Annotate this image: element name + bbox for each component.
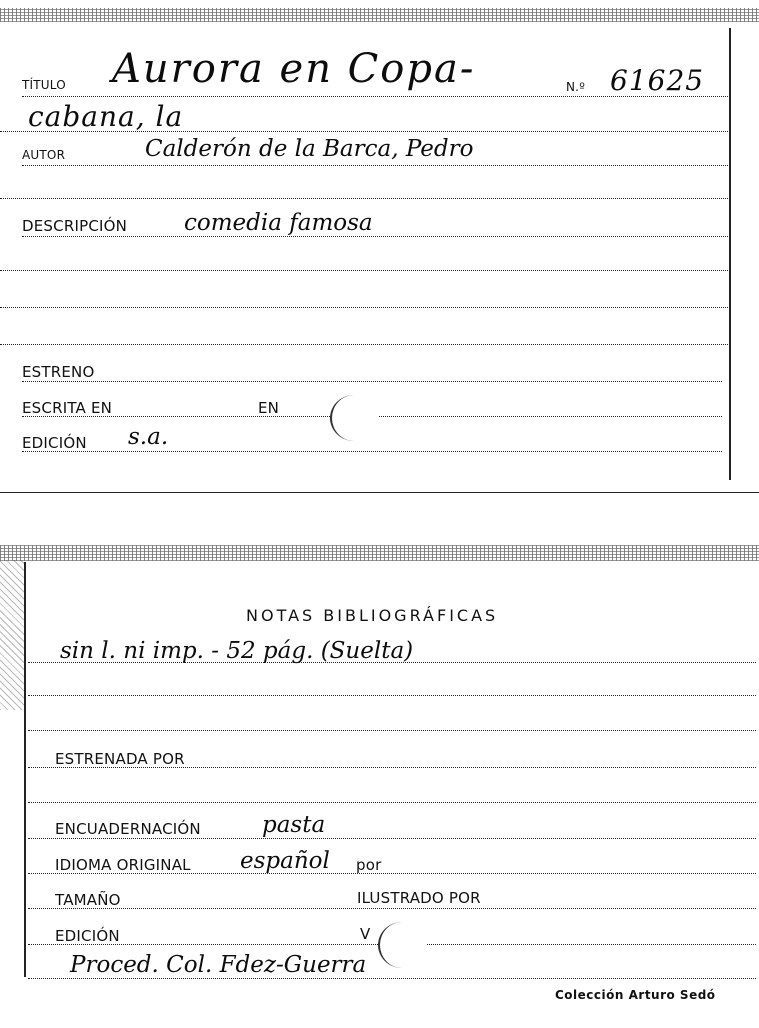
- autor-value: Calderón de la Barca, Pedro: [145, 136, 474, 162]
- rule-estreno: [22, 381, 722, 382]
- notas-heading: NOTAS BIBLIOGRÁFICAS: [246, 606, 499, 625]
- encuadernacion-label: ENCUADERNACIÓN: [55, 820, 201, 838]
- por-label: por: [356, 856, 382, 874]
- descripcion-label: DESCRIPCIÓN: [22, 217, 128, 235]
- titulo-value-line2: cabana, la: [28, 100, 184, 133]
- autor-label: AUTOR: [22, 148, 66, 162]
- rule-proced: [28, 978, 756, 979]
- proced-value: Proced. Col. Fdez-Guerra: [70, 952, 367, 978]
- rule-blank-1: [0, 198, 728, 199]
- edicion-back-label: EDICIÓN: [55, 927, 120, 945]
- card-edge-texture-back: [0, 545, 759, 561]
- encuadernacion-value: pasta: [262, 812, 326, 838]
- titulo-value-line1: Aurora en Copa-: [112, 46, 476, 92]
- card-side-texture: [0, 560, 24, 710]
- edicion-label: EDICIÓN: [22, 434, 87, 452]
- titulo-label: TÍTULO: [22, 78, 66, 92]
- en-label: EN: [258, 399, 280, 417]
- tamano-label: TAMAÑO: [55, 891, 121, 909]
- v-label: V: [360, 925, 371, 943]
- rule-descripcion: [22, 236, 728, 237]
- rule-blank-5: [28, 802, 756, 803]
- edicion-value: s.a.: [128, 424, 169, 450]
- rule-blank-2: [0, 270, 728, 271]
- rule-tamano: [28, 908, 756, 909]
- punch-hole: [330, 395, 378, 441]
- card-right-border: [729, 28, 731, 480]
- rule-estrenada: [28, 767, 756, 768]
- collection-footer: Colección Arturo Sedó: [555, 988, 716, 1002]
- card-edge-texture: [0, 8, 759, 22]
- numero-value: 61625: [610, 64, 705, 97]
- rule-notas-3: [28, 730, 756, 731]
- estrenada-por-label: ESTRENADA POR: [55, 750, 185, 768]
- numero-label: N.º: [566, 80, 586, 94]
- punch-hole-back: [378, 922, 426, 968]
- rule-blank-4: [0, 344, 728, 345]
- rule-titulo: [22, 96, 728, 97]
- idioma-original-label: IDIOMA ORIGINAL: [55, 856, 191, 874]
- escrita-en-label: ESCRITA EN: [22, 399, 113, 417]
- rule-notas-1: [28, 662, 756, 663]
- rule-notas-2: [28, 695, 756, 696]
- rule-blank-3: [0, 307, 728, 308]
- descripcion-value: comedia famosa: [184, 210, 373, 236]
- rule-autor: [22, 165, 728, 166]
- card-left-border: [24, 562, 26, 977]
- notas-value: sin l. ni imp. - 52 pág. (Suelta): [60, 638, 414, 664]
- idioma-original-value: español: [240, 848, 330, 874]
- estreno-label: ESTRENO: [22, 363, 95, 381]
- rule-edicion: [22, 451, 722, 452]
- rule-idioma: [28, 873, 756, 874]
- card-separator: [0, 492, 759, 493]
- rule-titulo-2: [0, 131, 728, 132]
- rule-encuadernacion: [28, 838, 756, 839]
- ilustrado-por-label: ILUSTRADO POR: [357, 889, 481, 907]
